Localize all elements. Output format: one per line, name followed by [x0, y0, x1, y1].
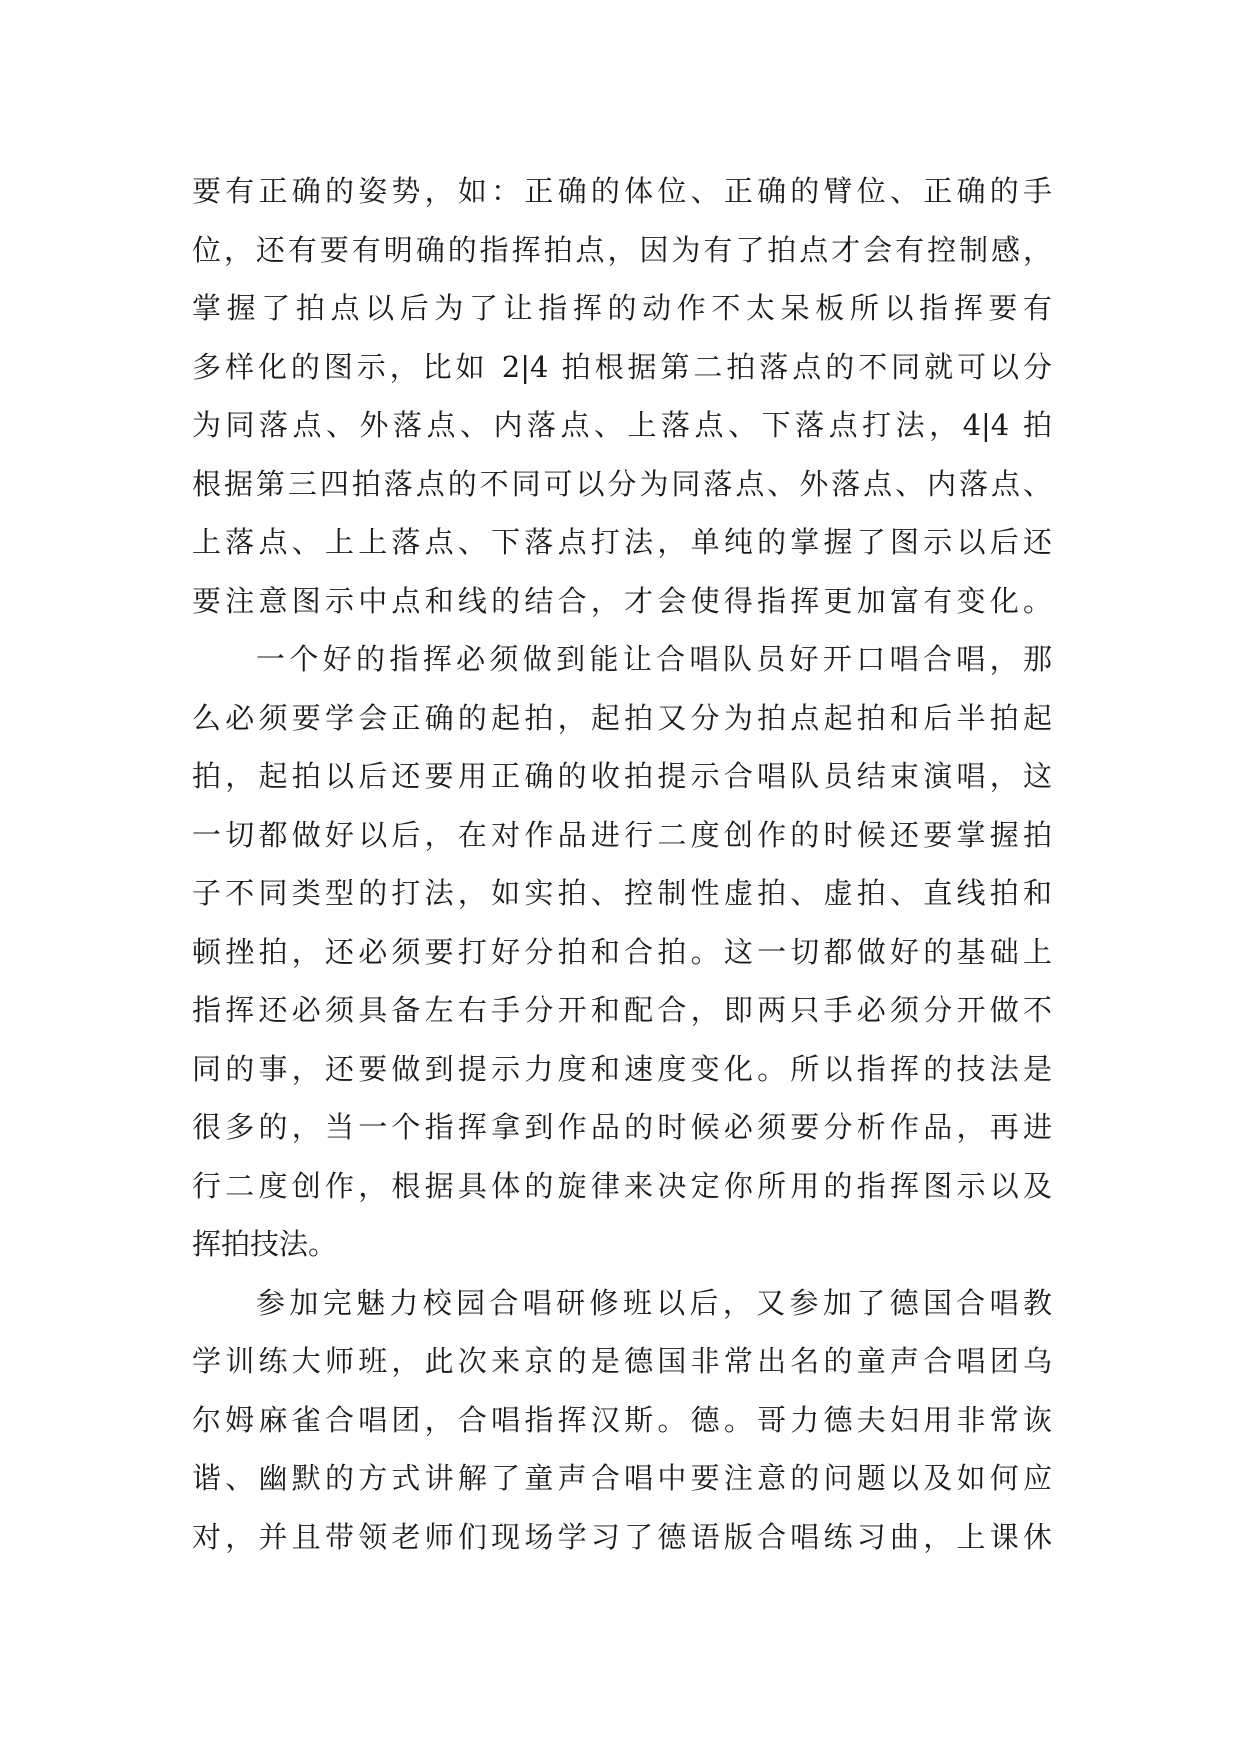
- text-line: 对，并且带领老师们现场学习了德语版合唱练习曲，上课休: [192, 1519, 1052, 1554]
- text-line: 要注意图示中点和线的结合，才会使得指挥更加富有变化。: [192, 583, 1052, 618]
- text-line: 根据第三四拍落点的不同可以分为同落点、外落点、内落点、: [192, 466, 1052, 501]
- text-line: 位，还有要有明确的指挥拍点，因为有了拍点才会有控制感，: [192, 232, 1052, 267]
- text-line: 多样化的图示，比如 2|4 拍根据第二拍落点的不同就可以分: [192, 349, 1052, 384]
- text-line: 掌握了拍点以后为了让指挥的动作不太呆板所以指挥要有: [192, 291, 1052, 325]
- text-line: 学训练大师班，此次来京的是德国非常出名的童声合唱团乌: [192, 1344, 1052, 1378]
- text-line: 同的事，还要做到提示力度和速度变化。所以指挥的技法是: [192, 1051, 1052, 1086]
- text-line: 挥拍技法。: [192, 1227, 338, 1261]
- text-line: 谐、幽默的方式讲解了童声合唱中要注意的问题以及如何应: [192, 1461, 1052, 1495]
- text-line: 子不同类型的打法，如实拍、控制性虚拍、虚拍、直线拍和: [192, 876, 1052, 910]
- text-line: 指挥还必须具备左右手分开和配合，即两只手必须分开做不: [192, 993, 1052, 1027]
- paragraph-1: [192, 162, 1052, 630]
- text-line: 很多的，当一个指挥拿到作品的时候必须要分析作品，再进: [192, 1110, 1052, 1144]
- text-line: 一切都做好以后，在对作品进行二度创作的时候还要掌握拍: [192, 817, 1052, 852]
- body-text: [192, 162, 1052, 1566]
- paragraph-3: [192, 1274, 1052, 1567]
- text-line: 参加完魅力校园合唱研修班以后，又参加了德国合唱教: [256, 1285, 1052, 1320]
- text-line: 么必须要学会正确的起拍，起拍又分为拍点起拍和后半拍起: [192, 700, 1052, 735]
- text-line: 拍，起拍以后还要用正确的收拍提示合唱队员结束演唱，这: [192, 759, 1052, 793]
- text-line: 为同落点、外落点、内落点、上落点、下落点打法，4|4 拍: [192, 408, 1052, 442]
- text-line: 要有正确的姿势，如：正确的体位、正确的臂位、正确的手: [192, 174, 1052, 208]
- text-line: 行二度创作，根据具体的旋律来决定你所用的指挥图示以及: [192, 1168, 1052, 1203]
- text-line: 一个好的指挥必须做到能让合唱队员好开口唱合唱，那: [256, 642, 1052, 676]
- paragraph-2: [192, 630, 1052, 1274]
- text-line: 尔姆麻雀合唱团，合唱指挥汉斯。德。哥力德夫妇用非常诙: [192, 1402, 1052, 1437]
- text-line: 顿挫拍，还必须要打好分拍和合拍。这一切都做好的基础上: [192, 934, 1052, 969]
- text-line: 上落点、上上落点、下落点打法，单纯的掌握了图示以后还: [192, 525, 1052, 559]
